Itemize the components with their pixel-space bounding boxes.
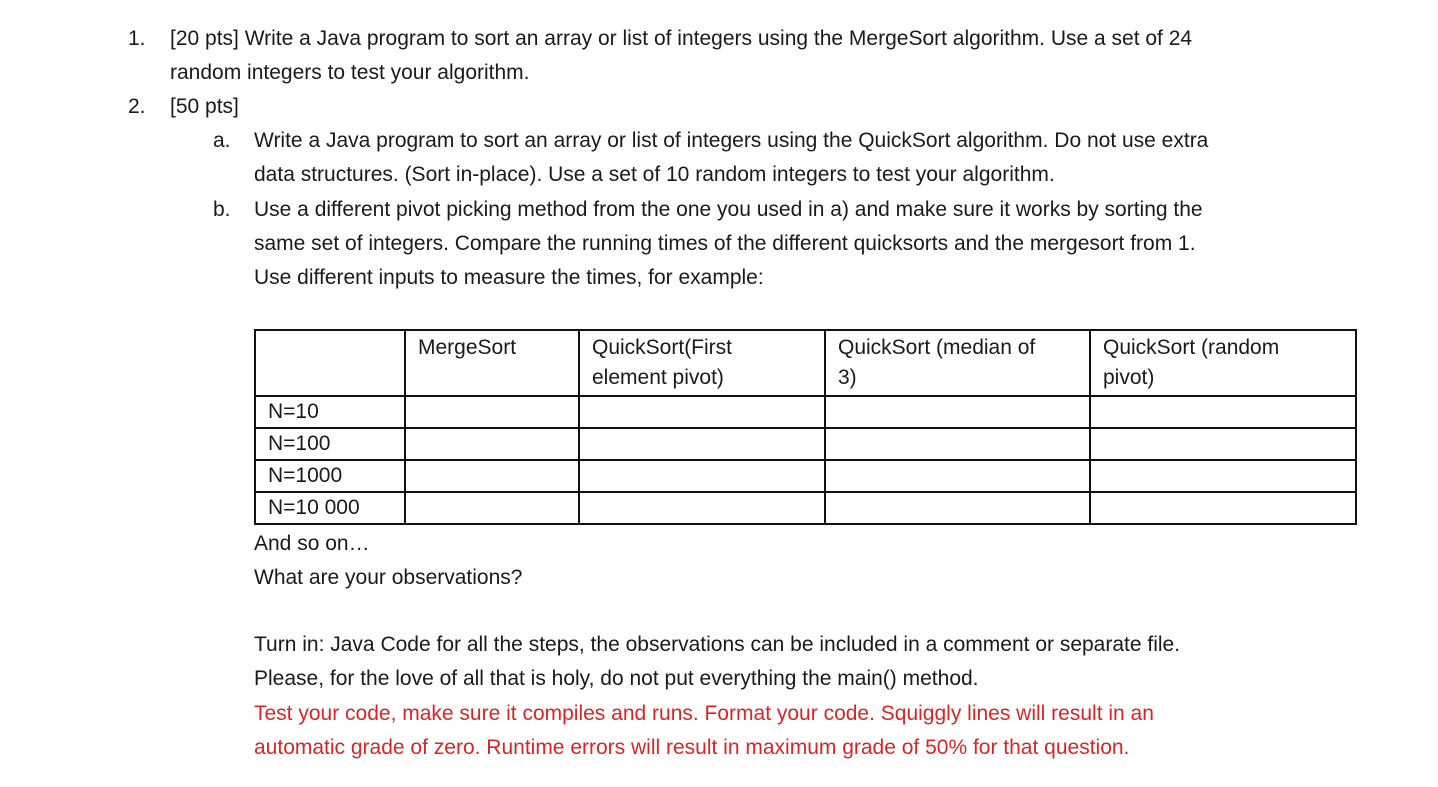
- table-header-quicksort-first: [579, 330, 825, 396]
- header-line: element pivot): [592, 366, 724, 389]
- table-header-cell-empty: [255, 330, 405, 396]
- table-cell: [405, 460, 579, 492]
- q1-text-line2: random integers to test your algorithm.: [170, 61, 530, 84]
- header-line: 3): [838, 366, 857, 389]
- table-cell: [579, 460, 825, 492]
- q1-text-line1: [20 pts] Write a Java program to sort an array or list of integers using the MergeSort algorithm. Use a set of 24: [170, 27, 1193, 50]
- table-cell: [405, 396, 579, 428]
- row-label: N=10 000: [255, 492, 405, 524]
- table-cell: [825, 396, 1090, 428]
- table-cell: [1090, 396, 1356, 428]
- q1-number: 1.: [128, 27, 146, 50]
- warning-line1: Test your code, make sure it compiles and runs. Format your code. Squiggly lines will result in an: [254, 702, 1154, 725]
- turn-in-line2: Please, for the love of all that is holy, do not put everything the main() method.: [254, 667, 979, 690]
- header-line: QuickSort(First: [592, 336, 733, 359]
- table-header-row: [255, 330, 1356, 396]
- q2-header: [50 pts]: [170, 95, 239, 118]
- and-so-on-text: And so on…: [254, 532, 370, 555]
- warning-line2: automatic grade of zero. Runtime errors will result in maximum grade of 50% for that question.: [254, 736, 1130, 759]
- q2a-text-line2: data structures. (Sort in-place). Use a set of 10 random integers to test your algorithm.: [254, 163, 1055, 186]
- header-line: MergeSort: [418, 336, 517, 359]
- table-cell: [579, 428, 825, 460]
- timing-table: [254, 329, 1357, 525]
- table-header-mergesort: [405, 330, 579, 396]
- table-cell: [825, 492, 1090, 524]
- q2a-text-line1: Write a Java program to sort an array or list of integers using the QuickSort algorithm. Do not use extra: [254, 129, 1209, 152]
- table-cell: [1090, 428, 1356, 460]
- table-header-quicksort-random: [1090, 330, 1356, 396]
- table-row: [255, 460, 1356, 492]
- table-row: [255, 428, 1356, 460]
- q2b-text-line3: Use different inputs to measure the times, for example:: [254, 266, 764, 289]
- table-cell: [579, 396, 825, 428]
- q2a-letter: a.: [213, 129, 231, 152]
- q2-number: 2.: [128, 95, 146, 118]
- q2b-text-line2: same set of integers. Compare the running times of the different quicksorts and the mergesort from 1.: [254, 232, 1196, 255]
- header-line: QuickSort (median of: [838, 336, 1036, 359]
- row-label: N=10: [255, 396, 405, 428]
- table-cell: [405, 492, 579, 524]
- table-cell: [825, 460, 1090, 492]
- table-cell: [1090, 460, 1356, 492]
- row-label: N=1000: [255, 460, 405, 492]
- table-cell: [825, 428, 1090, 460]
- table-cell: [1090, 492, 1356, 524]
- q2b-text-line1: Use a different pivot picking method from the one you used in a) and make sure it works by sorting the: [254, 198, 1203, 221]
- header-line: pivot): [1103, 366, 1155, 389]
- table-cell: [579, 492, 825, 524]
- table-header-quicksort-median: [825, 330, 1090, 396]
- table-row: [255, 492, 1356, 524]
- table-row: [255, 396, 1356, 428]
- row-label: N=100: [255, 428, 405, 460]
- q2b-letter: b.: [213, 198, 231, 221]
- turn-in-line1: Turn in: Java Code for all the steps, the observations can be included in a comment or separate file.: [254, 633, 1181, 656]
- observations-question: What are your observations?: [254, 566, 523, 589]
- table-cell: [405, 428, 579, 460]
- header-line: QuickSort (random: [1103, 336, 1280, 359]
